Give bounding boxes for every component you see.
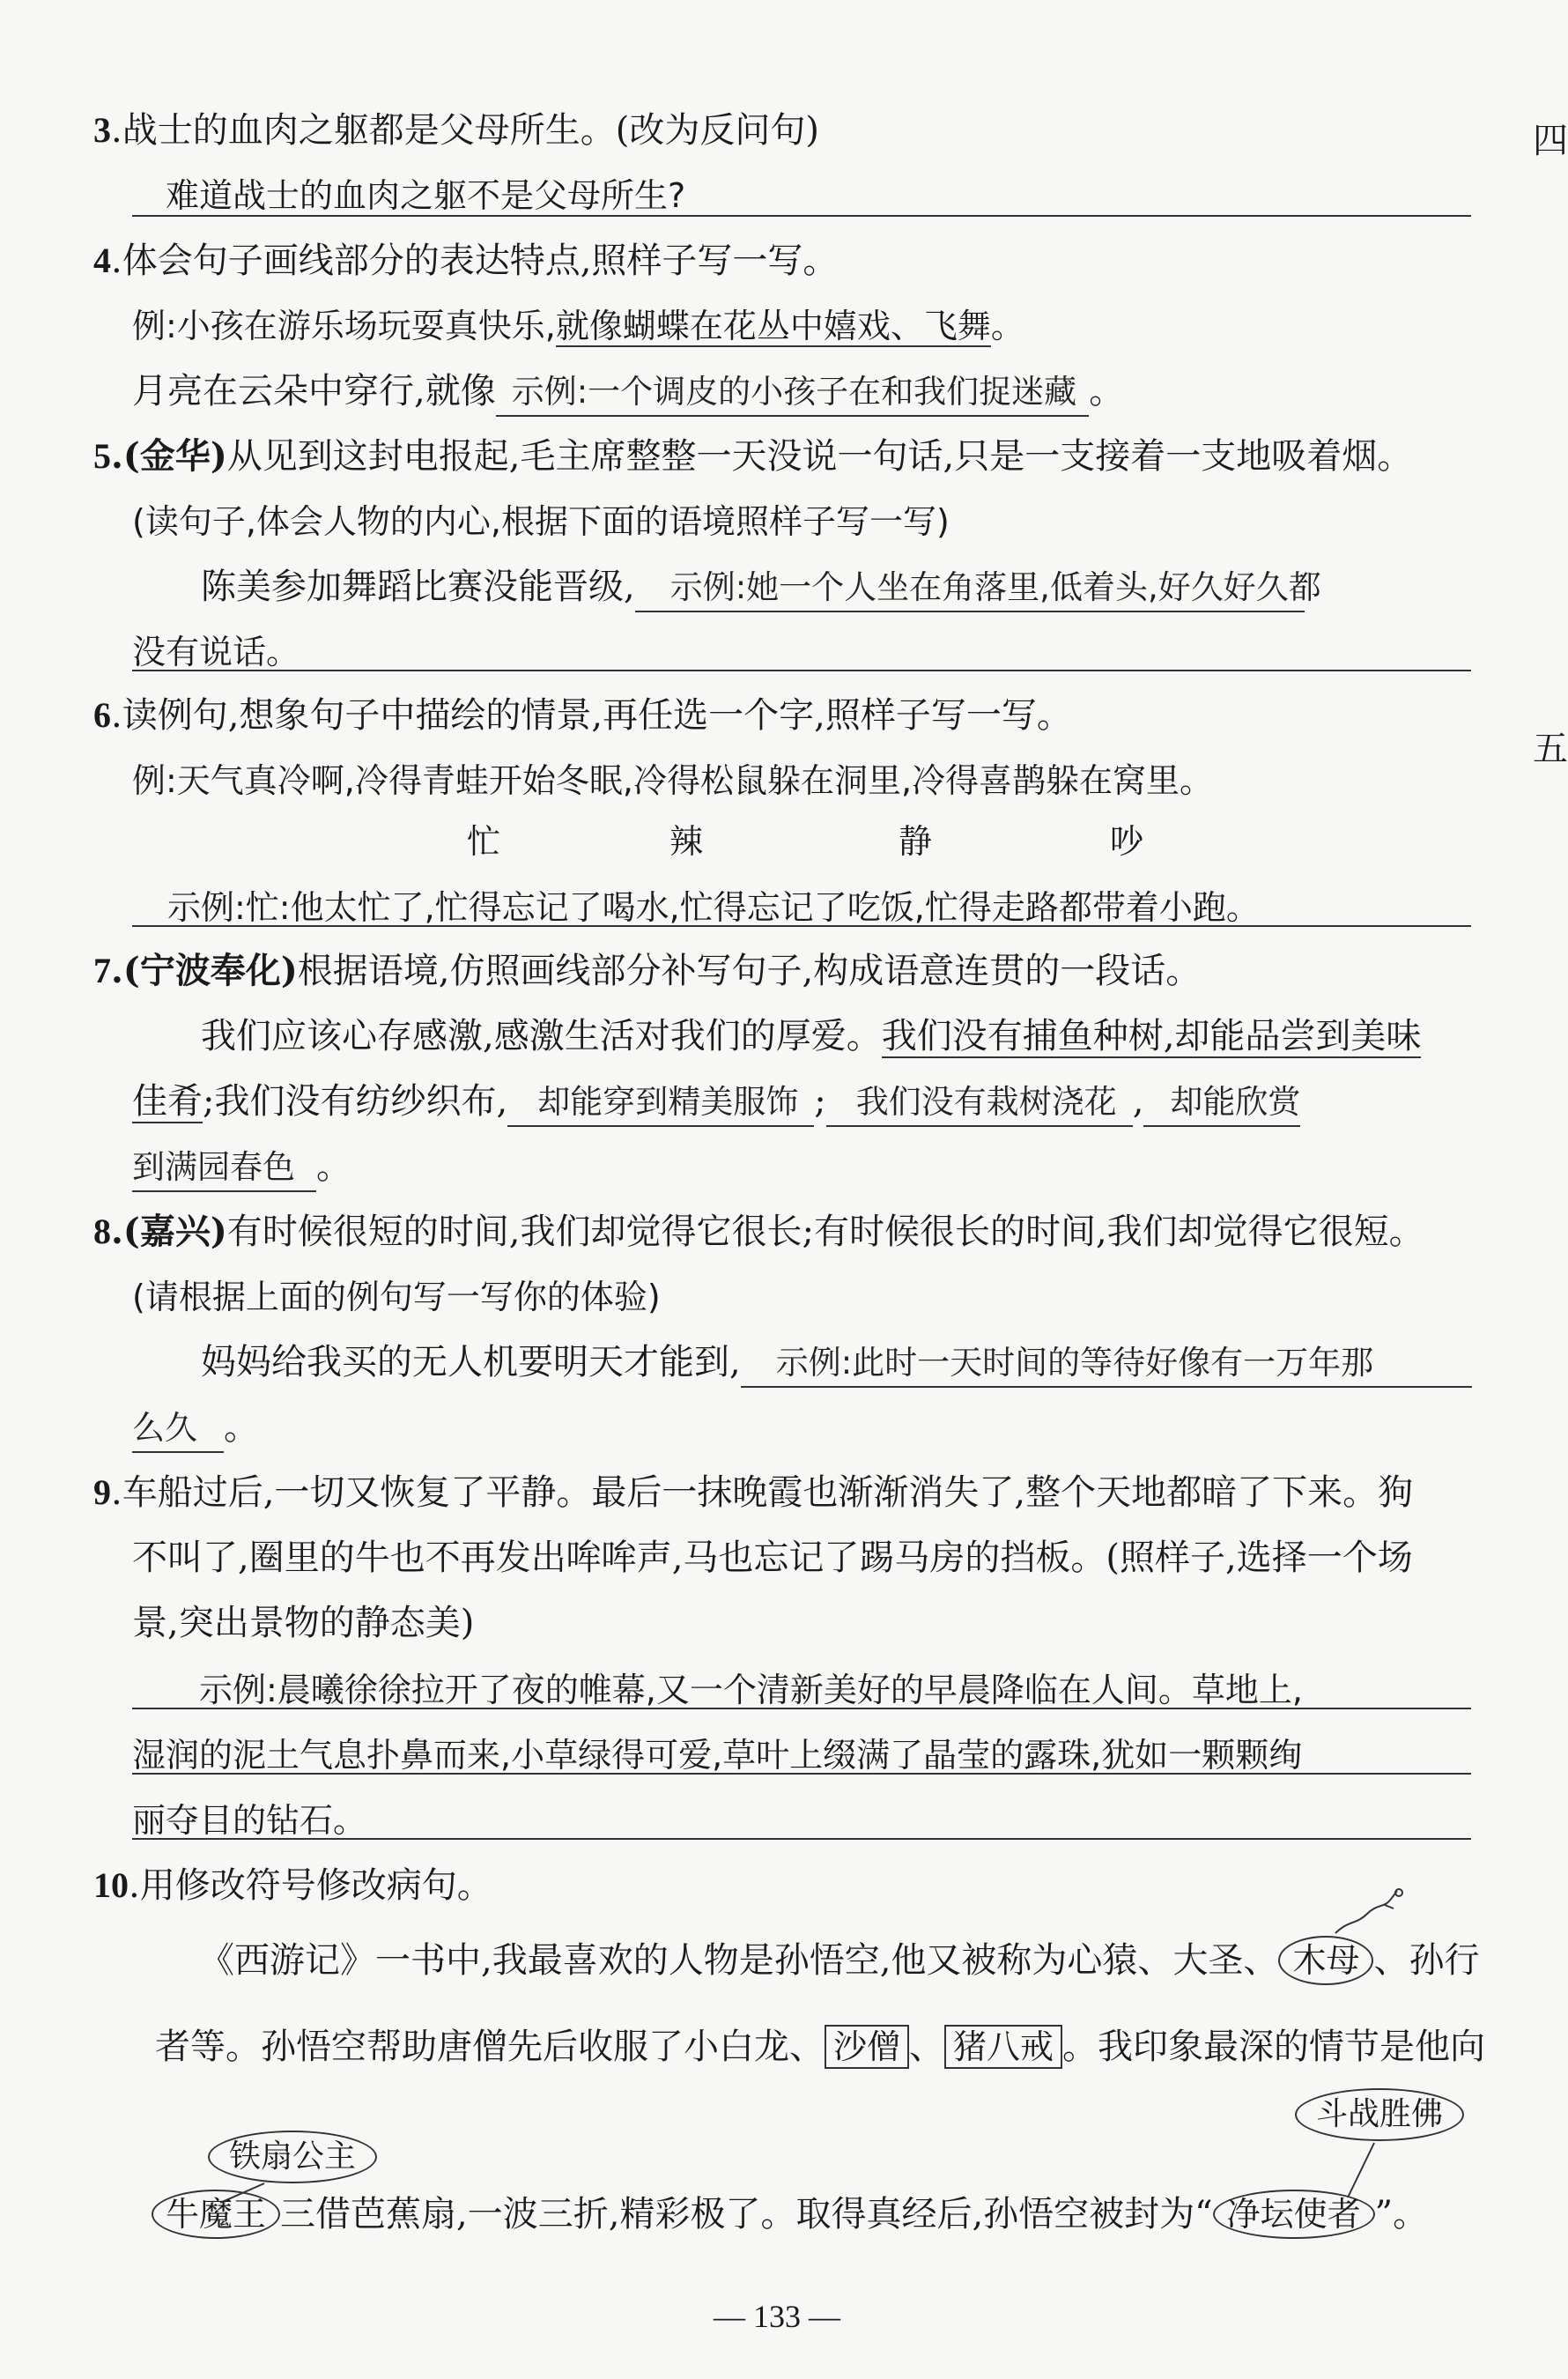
q6-word-4: 吵 [1110, 822, 1144, 861]
q4-end: 。 [1089, 371, 1125, 411]
q7-para-underlined: 我们没有捕鱼种树,却能品尝到美味 [881, 1016, 1422, 1056]
q9-line2: 不叫了,圈里的牛也不再发出哞哞声,马也忘记了踢马房的挡板。(照样子,选择一个场 [132, 1538, 1413, 1578]
q7-para-start: 我们应该心存感激,感激生活对我们的厚爱。 [201, 1016, 882, 1056]
q8-number: 8 [93, 1212, 111, 1251]
q9-question-line1 [93, 1466, 1413, 1519]
q4-number: 4 [93, 241, 111, 280]
q6-word-3: 静 [899, 822, 933, 861]
q4-answer: 示例:一个调皮的小孩子在和我们捉迷藏 [496, 369, 1089, 417]
q5-number: 5 [93, 436, 111, 476]
q3-text: .战士的血肉之躯都是父母所生。(改为反问句) [111, 110, 819, 151]
q10-p1-a: 《西游记》一书中,我最喜欢的人物是孙悟空,他又被称为心猿、大圣、 [199, 1940, 1279, 1981]
q6-answer: 示例:忙:他太忙了,忙得忘记了喝水,忙得忘记了吃饭,忙得走路都带着小跑。 [167, 888, 1260, 927]
q4-example [132, 300, 1024, 352]
q7-question [93, 945, 1201, 997]
q8-source: .(嘉兴) [111, 1211, 227, 1252]
q8-answer-line2-row [132, 1401, 259, 1454]
q8-end: 。 [224, 1407, 259, 1448]
q4-example-end: 。 [990, 307, 1024, 345]
q10-para-line1 [199, 1930, 1479, 1991]
q7-semi: ; [814, 1081, 826, 1122]
q5-source: .(金华) [111, 435, 227, 477]
q9-answer-line1: 示例:晨曦徐徐拉开了夜的帷幕,又一个清新美好的早晨降临在人间。草地上, [199, 1671, 1303, 1709]
q9-answer-line3: 丽夺目的钻石。 [132, 1801, 367, 1840]
q6-example: 例:天气真冷啊,冷得青蛙开始冬眠,冷得松鼠躲在洞里,冷得喜鹊躲在窝里。 [132, 761, 1214, 800]
q9-number: 9 [93, 1472, 111, 1512]
q8-answer-line1: 示例:此时一天时间的等待好像有一万年那 [741, 1340, 1472, 1388]
q8-text: 有时候很短的时间,我们却觉得它很长;有时候很长的时间,我们却觉得它很短。 [226, 1212, 1424, 1252]
q10-p2-a: 者等。孙悟空帮助唐僧先后收服了小白龙、 [155, 2027, 825, 2067]
q7-para-line1 [201, 1010, 1421, 1063]
q7-answer3a: 却能欣赏 [1143, 1079, 1300, 1127]
edge-char-2: 五 [1533, 729, 1568, 769]
q10-number: 10 [93, 1865, 129, 1905]
q7-answer3b: 到满园春色 [132, 1145, 316, 1192]
q9-line1: .车船过后,一切又恢复了平静。最后一抹晚霞也渐渐消失了,整个天地都暗了下来。狗 [111, 1472, 1414, 1513]
q5-answer-line1: 示例:她一个人坐在角落里,低着头,好久好久都 [635, 565, 1305, 612]
q10-p2-sep: 、 [909, 2027, 945, 2067]
q8-answer-line2: 么久 [132, 1405, 224, 1453]
q9-line3: 景,突出景物的静态美) [132, 1603, 475, 1643]
q7-para-line2 [132, 1075, 1300, 1128]
q9-answer-line2: 湿润的泥土气息扑鼻而来,小草绿得可爱,草叶上缀满了晶莹的露珠,犹如一颗颗绚 [132, 1736, 1303, 1775]
q7-end: 。 [316, 1146, 351, 1187]
q9-answer-rule3 [132, 1838, 1471, 1840]
q8-question [93, 1205, 1424, 1258]
q7-number: 7 [93, 951, 111, 990]
q4-question [93, 234, 838, 287]
q10-p3-b: ”。 [1374, 2194, 1429, 2234]
q7-source: .(宁波奉化) [111, 950, 298, 991]
q3-answer: 难道战士的血肉之躯不是父母所生? [166, 176, 686, 215]
q4-example-prefix: 例:小孩在游乐场玩耍真快乐, [132, 307, 556, 345]
q10-p3-a: 三借芭蕉扇,一波三折,精彩极了。取得真经后,孙悟空被封为“ [280, 2194, 1213, 2234]
q9-answer-rule1 [132, 1708, 1471, 1709]
q6-answer-rule [132, 925, 1471, 927]
q8-prompt: 妈妈给我买的无人机要明天才能到, [201, 1342, 741, 1382]
q10-para-line2 [155, 2016, 1485, 2078]
q10-oval-douzhan: 斗战胜佛 [1295, 2088, 1464, 2141]
q10-question [93, 1859, 492, 1912]
q10-p1-circle: 木母 [1278, 1936, 1373, 1985]
q10-p2-b: 。我印象最深的情节是他向 [1062, 2027, 1486, 2067]
q8-prompt-line [201, 1336, 1472, 1389]
q6-text: .读例句,想象句子中描绘的情景,再任选一个字,照样子写一写。 [111, 695, 1072, 736]
q3-question [93, 104, 819, 157]
q5-instruction: (读句子,体会人物的内心,根据下面的语境照样子写一写) [132, 502, 950, 541]
q7-comma: , [1132, 1081, 1144, 1122]
q8-instruction: (请根据上面的例句写一写你的体验) [132, 1278, 661, 1316]
q4-text: .体会句子画线部分的表达特点,照样子写一写。 [111, 241, 839, 281]
q6-word-2: 辣 [669, 822, 704, 861]
q7-answer1: 却能穿到精美服饰 [507, 1079, 814, 1127]
q10-oval-tieshan: 铁扇公主 [208, 2131, 377, 2183]
q5-answer-line2: 没有说话。 [132, 633, 300, 671]
q4-prompt-line [132, 365, 1124, 418]
q5-answer-line2-rule [132, 670, 1471, 671]
q10-para-line3 [152, 2183, 1428, 2245]
q7-para-line3 [132, 1140, 351, 1193]
q10-text: .用修改符号修改病句。 [129, 1865, 492, 1906]
q7-answer2: 我们没有栽树浇花 [826, 1079, 1133, 1127]
q3-number: 3 [93, 110, 111, 150]
q6-question [93, 689, 1072, 742]
q10-p2-box2: 猪八戒 [944, 2025, 1062, 2069]
q7-text: 根据语境,仿照画线部分补写句子,构成语意连贯的一段话。 [297, 951, 1202, 991]
q4-example-underlined: 就像蝴蝶在花丛中嬉戏、飞舞 [555, 307, 991, 345]
page-number: — 133 — [714, 2299, 840, 2334]
q9-answer-rule2 [132, 1773, 1471, 1775]
q5-prompt: 陈美参加舞蹈比赛没能晋级, [201, 567, 635, 607]
q10-p3-circle2: 净坛使者 [1213, 2190, 1375, 2239]
q10-p3-circle: 牛魔王 [152, 2190, 280, 2239]
q10-p1-b: 、孙行 [1373, 1940, 1480, 1981]
q10-p2-box1: 沙僧 [825, 2025, 909, 2069]
q5-question [93, 430, 1412, 483]
q6-number: 6 [93, 695, 111, 735]
q4-prompt: 月亮在云朵中穿行,就像 [132, 371, 496, 411]
q3-answer-line [132, 215, 1471, 217]
q5-text: 从见到这封电报起,毛主席整整一天没说一句话,只是一支接着一支地吸着烟。 [226, 436, 1413, 477]
q5-prompt-line [201, 560, 1321, 613]
q6-word-1: 忙 [467, 822, 501, 861]
q7-para-mid: ;我们没有纺纱织布, [203, 1081, 508, 1122]
edge-char-1: 四 [1533, 121, 1568, 161]
q7-para-underlined2: 佳肴 [132, 1081, 203, 1122]
